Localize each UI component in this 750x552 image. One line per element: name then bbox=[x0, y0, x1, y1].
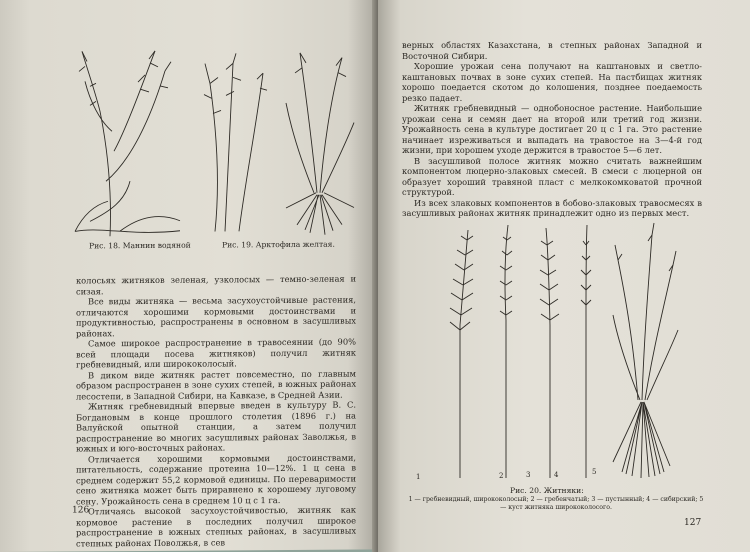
right-page bbox=[378, 0, 750, 552]
paragraph: Хорошие урожаи сена получают на каштановых и светло-каштановых почвах в зоне сухих степей. На пастбищах житняк хорошо поедается скотом до колошения, позднее поедаемость резко падает. bbox=[402, 61, 702, 103]
figure-number-4: 4 bbox=[554, 471, 559, 479]
paragraph: колосьях житняков зеленая, узколосых — темно-зеленая и сизая. bbox=[76, 273, 356, 296]
left-page-text bbox=[76, 274, 356, 549]
figure-number-5: 5 bbox=[592, 468, 597, 476]
paragraph: верных областях Казахстана, в степных районах Западной и Восточной Сибири. bbox=[402, 40, 702, 61]
paragraph: Самое широкое распространение в травосеянии (до 90% всей площади посева житняков) получил житняк гребневидный, или ширококолосый. bbox=[76, 336, 356, 370]
paragraph: В диком виде житняк растет повсеместно, по главным образом распространен в зоне сухих степей, в южных районах лесостепи, в Западной Сибири, на Кавказе, в Средней Азии. bbox=[76, 368, 356, 401]
page-number-left: 126 bbox=[72, 505, 90, 516]
figure-number-1: 1 bbox=[416, 473, 421, 481]
arctophila-left-illustration bbox=[195, 43, 270, 234]
page-number-right: 127 bbox=[684, 518, 702, 528]
paragraph: Отличается хорошими кормовыми достоинствами, питательность, содержание протеина 10—12%. 1 ц сена в среднем содержит 55,2 кормовой единицы. По переваримости сено житняка может быть приравнено к хорошему луговому сену. Урожайность сена в среднем 10 ц с 1 га. bbox=[76, 452, 356, 506]
figure-20-legend: 1 — гребневидный, ширококолосый; 2 — гребенчатый; 3 — пустынный; 4 — сибирский; 5 — куст житняка ширококолосого. bbox=[408, 496, 704, 511]
figure-20-caption: Рис. 20. Житняки: bbox=[510, 486, 584, 495]
wheatgrass-illustration bbox=[438, 220, 698, 482]
figure-number-3: 3 bbox=[526, 471, 531, 479]
figure-18-caption: Рис. 18. Маннин водяной bbox=[89, 240, 191, 251]
paragraph: Из всех злаковых компонентов в бобово-злаковых травосмесях в засушливых районах житняк принадлежит одно из первых мест. bbox=[402, 197, 702, 218]
paragraph: Все виды житняка — весьма засухоустойчивые растения, отличаются хорошими кормовыми достоинствами и продуктивностью, распространены в основном в засушливых районах. bbox=[76, 294, 356, 338]
paragraph: Житняк гребневидный — однобоносное растение. Наибольшие урожаи сена и семян дает на второй или третий год жизни. Урожайность сена в культуре достигает 20 ц с 1 га. Это растение начинает изреживаться и выпадать на травостое на 3—4-й год жизни, при хорошем уходе держится в травостое 5—6 лет. bbox=[402, 103, 702, 155]
manna-grass-illustration bbox=[70, 31, 190, 242]
figure-19-caption: Рис. 19. Арктофила желтая. bbox=[222, 239, 335, 250]
paragraph: В засушливой полосе житняк можно считать важнейшим компонентом люцерно-злаковых смесей. В смеси с люцерной он образует хороший травяной пласт с мелкокомковатой прочной структурой. bbox=[402, 155, 702, 197]
paragraph: Житняк гребневидный впервые введен в культуру В. С. Богдановым в конце прошлого столетия (1896 г.) на Валуйской опытной станции, а затем получил распространение во многих засушливых районах Заволжья, в южных и юго-восточных районах. bbox=[76, 399, 356, 454]
figure-number-2: 2 bbox=[499, 472, 504, 480]
right-page-text bbox=[402, 40, 702, 219]
paragraph: Отличаясь высокой засухоустойчивостью, житняк как кормовое растение в последних получил широкое распространение в южных степных районах, в засушливых степных районах Поволжья, в сев bbox=[76, 504, 356, 548]
arctophila-right-illustration bbox=[272, 42, 362, 238]
